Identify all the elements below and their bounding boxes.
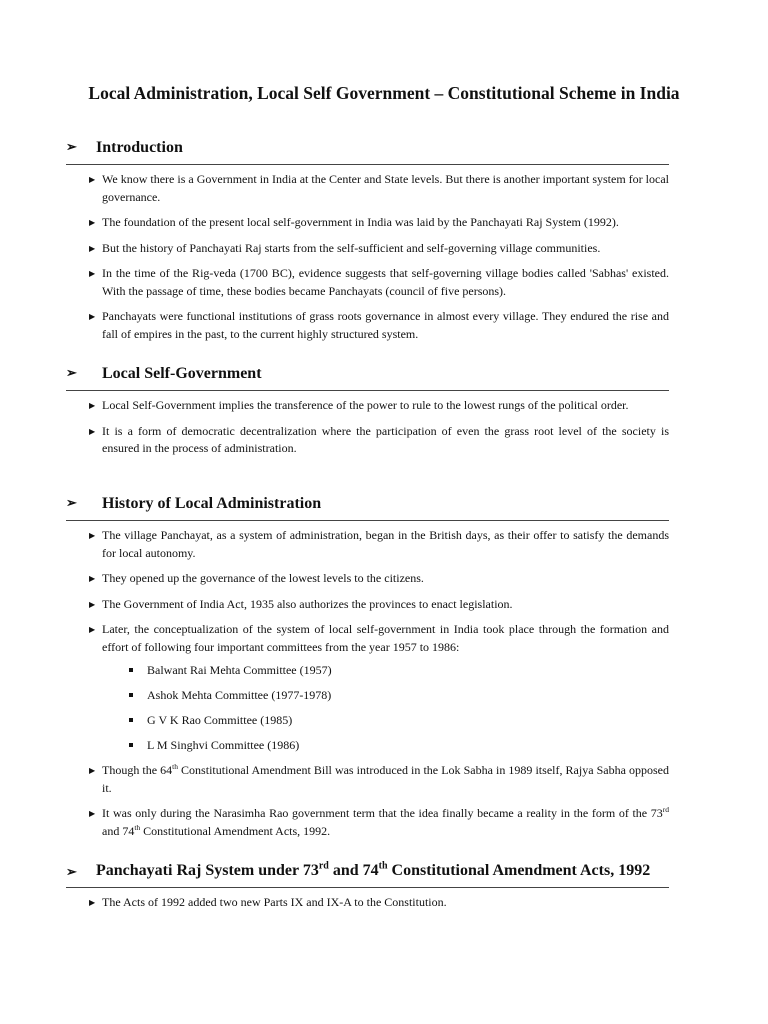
document-title: Local Administration, Local Self Government – Constitutional Scheme in India — [88, 83, 680, 103]
list-item: ▶ We know there is a Government in India at the Center and State levels. But there is another important system for local governance. — [89, 172, 669, 204]
list-item: ▶ Local Self-Government implies the transference of the power to rule to the lowest rungs of the political order. — [89, 397, 669, 415]
bullet-list — [66, 527, 669, 840]
section-heading — [66, 493, 669, 521]
triangle-bullet-icon: ▶ — [89, 401, 96, 411]
list-item: ▶ The Government of India Act, 1935 also authorizes the provinces to enact legislation. — [89, 596, 669, 614]
committee-list — [102, 662, 669, 754]
triangle-bullet-icon: ▶ — [89, 269, 96, 279]
bullet-list — [66, 171, 669, 343]
arrowhead-bullet-icon: ➢ — [66, 365, 77, 380]
section-heading-text: Local Self-Government — [102, 365, 262, 382]
section-heading — [66, 137, 669, 165]
section-panchayati-raj-system — [66, 860, 669, 920]
section-local-self-government — [66, 363, 669, 466]
triangle-bullet-icon: ▶ — [89, 599, 96, 609]
section-introduction — [66, 137, 669, 351]
committee-item: Balwant Rai Mehta Committee (1957) — [102, 662, 669, 679]
list-item: ▶ Later, the conceptualization of the system of local self-government in India took place through the formation and effort of following four important committees from the year 1957 to 1986: Balwant Rai Mehta Committee (1957) Ashok Mehta Committee (1977-1978) G V K Rao Committee (1985) L M Singhvi Committee (1986) — [89, 622, 669, 753]
arrowhead-bullet-icon: ➢ — [66, 139, 77, 154]
triangle-bullet-icon: ▶ — [89, 175, 96, 185]
square-bullet-icon — [129, 743, 133, 747]
list-item: ▶ But the history of Panchayati Raj starts from the self-sufficient and self-governing village communities. — [89, 240, 669, 258]
triangle-bullet-icon: ▶ — [89, 243, 96, 253]
list-item: ▶ In the time of the Rig-veda (1700 BC), evidence suggests that self-governing village bodies called 'Sabhas' existed. With the passage of time, these bodies became Panchayats (council of five persons). — [89, 266, 669, 298]
section-heading-text: Panchayati Raj System under 73rd and 74th Constitutional Amendment Acts, 1992 — [96, 860, 651, 879]
committee-item: L M Singhvi Committee (1986) — [102, 737, 669, 754]
list-item: ▶ It was only during the Narasimha Rao government term that the idea finally became a reality in the form of the 73rd and 74th Constitutional Amendment Acts, 1992. — [89, 805, 669, 838]
committee-item: Ashok Mehta Committee (1977-1978) — [102, 687, 669, 704]
list-item: ▶ Panchayats were functional institutions of grass roots governance in almost every village. They endured the rise and fall of empires in the past, to the current highly structured system. — [89, 309, 669, 341]
triangle-bullet-icon: ▶ — [89, 625, 96, 635]
section-heading — [66, 363, 669, 391]
section-heading-text: Introduction — [96, 139, 183, 156]
section-heading — [66, 860, 669, 888]
section-heading-text: History of Local Administration — [102, 495, 322, 512]
triangle-bullet-icon: ▶ — [89, 898, 96, 908]
triangle-bullet-icon: ▶ — [89, 531, 96, 541]
square-bullet-icon — [129, 668, 133, 672]
list-item: ▶ The village Panchayat, as a system of administration, began in the British days, as their offer to satisfy the demands for local autonomy. — [89, 528, 669, 560]
list-item: ▶ The Acts of 1992 added two new Parts IX and IX-A to the Constitution. — [89, 894, 669, 912]
triangle-bullet-icon: ▶ — [89, 574, 96, 584]
committee-item: G V K Rao Committee (1985) — [102, 712, 669, 729]
list-item: ▶ It is a form of democratic decentralization where the participation of even the grass root level of the society is ensured in the process of administration. — [89, 423, 669, 456]
triangle-bullet-icon: ▶ — [89, 809, 96, 819]
section-history-local-administration — [66, 493, 669, 848]
triangle-bullet-icon: ▶ — [89, 766, 96, 776]
square-bullet-icon — [129, 718, 133, 722]
square-bullet-icon — [129, 693, 133, 697]
arrowhead-bullet-icon: ➢ — [66, 495, 77, 510]
list-item: ▶ They opened up the governance of the lowest levels to the citizens. — [89, 570, 669, 588]
triangle-bullet-icon: ▶ — [89, 426, 96, 436]
triangle-bullet-icon: ▶ — [89, 312, 96, 322]
bullet-list — [66, 397, 669, 458]
list-item: ▶ Though the 64th Constitutional Amendment Bill was introduced in the Lok Sabha in 1989 itself, Rajya Sabha opposed it. — [89, 762, 669, 795]
triangle-bullet-icon: ▶ — [89, 218, 96, 228]
bullet-list — [66, 894, 669, 912]
list-item: ▶ The foundation of the present local self-government in India was laid by the Panchayati Raj System (1992). — [89, 214, 669, 232]
arrowhead-bullet-icon: ➢ — [66, 864, 77, 879]
